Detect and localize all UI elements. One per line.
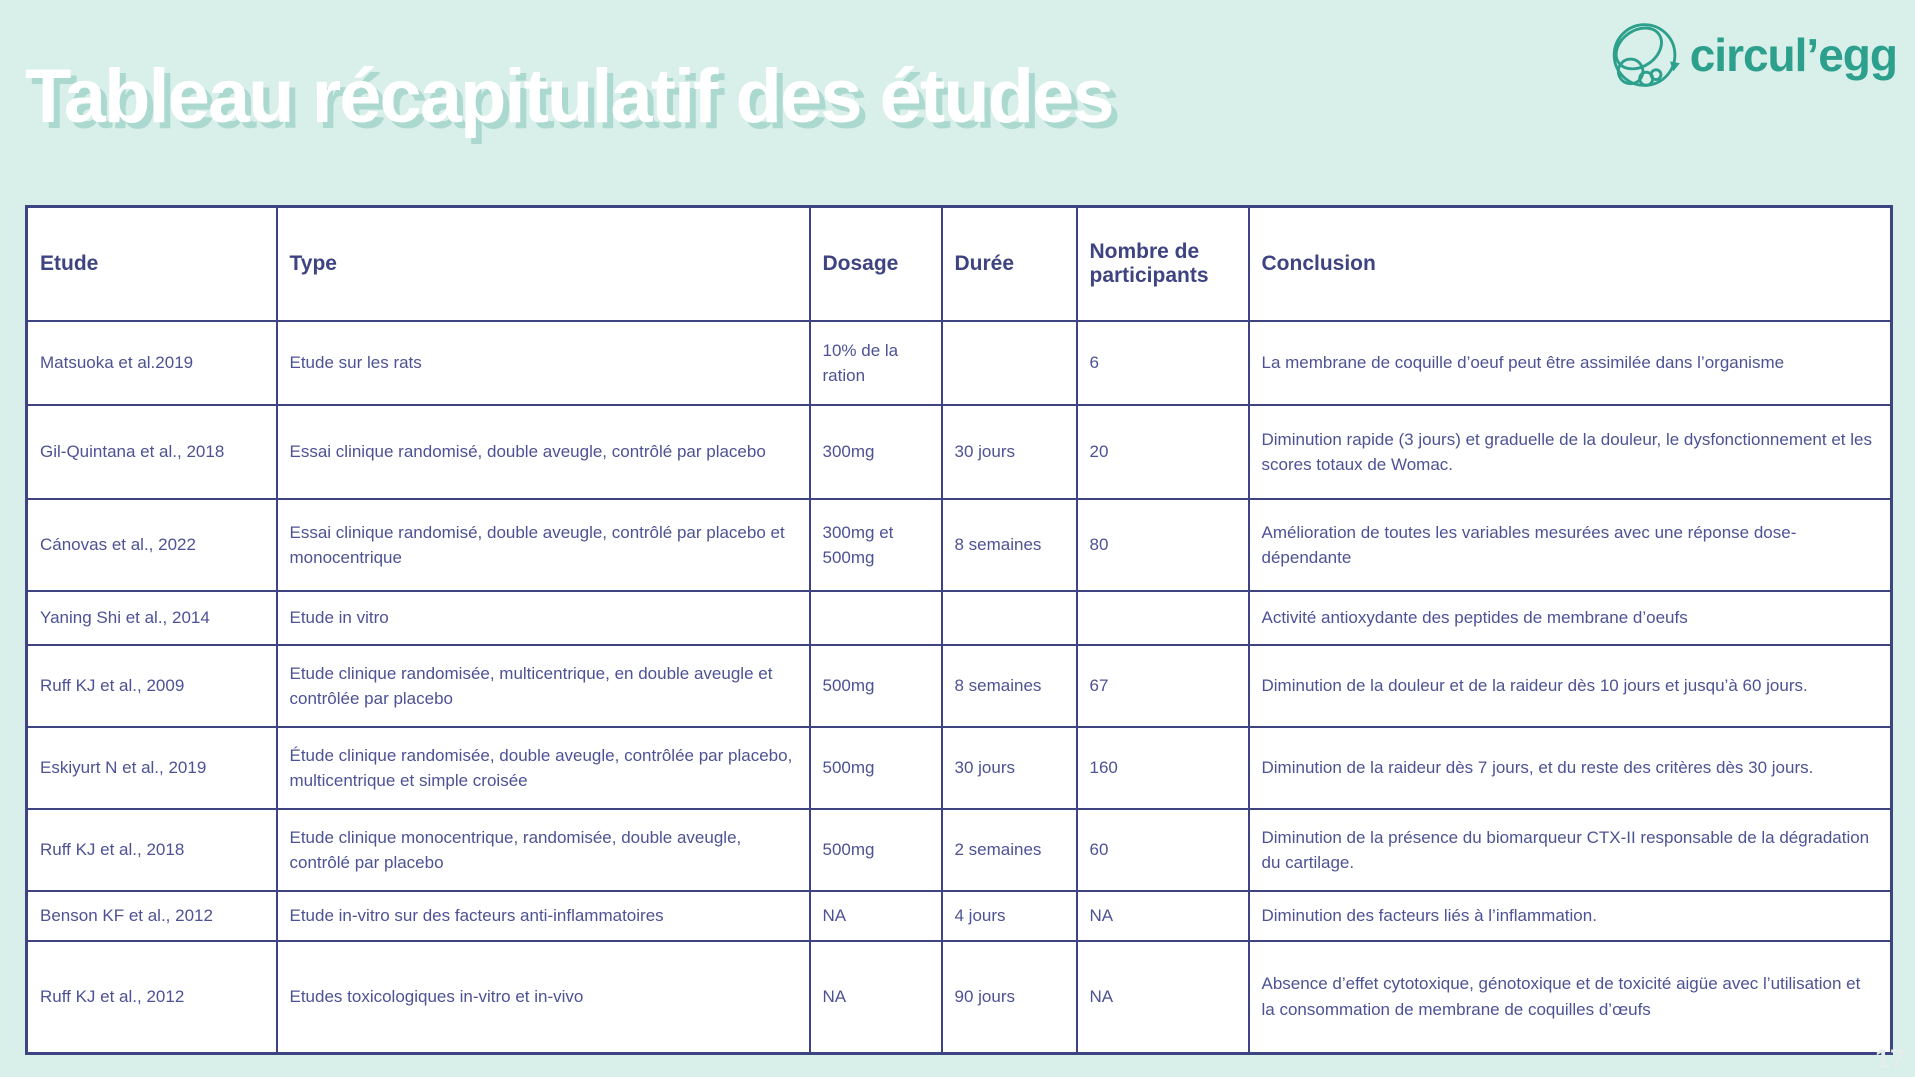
logo-text: circul’egg	[1689, 29, 1897, 81]
cell-dosage: NA	[810, 941, 942, 1053]
cell-participants: NA	[1077, 941, 1249, 1053]
cell-conclusion: Amélioration de toutes les variables mesurées avec une réponse dose-dépendante	[1249, 499, 1892, 591]
cell-dosage: 500mg	[810, 809, 942, 891]
cell-dosage: 500mg	[810, 727, 942, 809]
cell-duree: 2 semaines	[942, 809, 1077, 891]
cell-dosage: 10% de la ration	[810, 321, 942, 405]
table-row	[27, 727, 1892, 809]
header-duree: Durée	[942, 207, 1077, 322]
cell-type: Étude clinique randomisée, double aveugle, contrôlée par placebo, multicentrique et simple croisée	[277, 727, 810, 809]
cell-duree	[942, 591, 1077, 645]
cell-etude: Matsuoka et al.2019	[27, 321, 277, 405]
cell-type: Etude sur les rats	[277, 321, 810, 405]
cell-etude: Cánovas et al., 2022	[27, 499, 277, 591]
cell-type: Essai clinique randomisé, double aveugle, contrôlé par placebo	[277, 405, 810, 499]
cell-duree	[942, 321, 1077, 405]
cell-type: Etude clinique monocentrique, randomisée, double aveugle, contrôlé par placebo	[277, 809, 810, 891]
cell-participants	[1077, 591, 1249, 645]
table-row	[27, 321, 1892, 405]
cell-etude: Ruff KJ et al., 2012	[27, 941, 277, 1053]
header-dosage: Dosage	[810, 207, 942, 322]
cell-type: Etude in vitro	[277, 591, 810, 645]
cell-etude: Benson KF et al., 2012	[27, 891, 277, 941]
cell-duree: 4 jours	[942, 891, 1077, 941]
header-participants: Nombre de participants	[1077, 207, 1249, 322]
cell-etude: Ruff KJ et al., 2009	[27, 645, 277, 727]
cell-type: Etude clinique randomisée, multicentrique, en double aveugle et contrôlée par placebo	[277, 645, 810, 727]
cell-duree: 8 semaines	[942, 645, 1077, 727]
page-number: 17	[1874, 1044, 1905, 1074]
cell-type: Etude in-vitro sur des facteurs anti-inflammatoires	[277, 891, 810, 941]
header-conclusion: Conclusion	[1249, 207, 1892, 322]
cell-participants: 20	[1077, 405, 1249, 499]
cell-participants: NA	[1077, 891, 1249, 941]
cell-duree: 90 jours	[942, 941, 1077, 1053]
cell-conclusion: Diminution de la présence du biomarqueur CTX-II responsable de la dégradation du cartilage.	[1249, 809, 1892, 891]
cell-dosage: 300mg	[810, 405, 942, 499]
cell-etude: Eskiyurt N et al., 2019	[27, 727, 277, 809]
cell-participants: 60	[1077, 809, 1249, 891]
table-row	[27, 645, 1892, 727]
cell-dosage: 300mg et 500mg	[810, 499, 942, 591]
cell-participants: 6	[1077, 321, 1249, 405]
table-body	[27, 321, 1892, 1053]
studies-table	[25, 205, 1893, 1055]
cell-duree: 8 semaines	[942, 499, 1077, 591]
cell-type: Essai clinique randomisé, double aveugle, contrôlé par placebo et monocentrique	[277, 499, 810, 591]
cell-conclusion: Diminution de la douleur et de la raideur dès 10 jours et jusqu’à 60 jours.	[1249, 645, 1892, 727]
header-etude: Etude	[27, 207, 277, 322]
cell-type: Etudes toxicologiques in-vitro et in-vivo	[277, 941, 810, 1053]
cell-participants: 67	[1077, 645, 1249, 727]
table-row	[27, 405, 1892, 499]
circulegg-logo-icon	[1606, 14, 1688, 96]
cell-conclusion: Absence d’effet cytotoxique, génotoxique et de toxicité aigüe avec l’utilisation et la consommation de membrane de coquilles d’œufs	[1249, 941, 1892, 1053]
cell-dosage: 500mg	[810, 645, 942, 727]
cell-conclusion: Activité antioxydante des peptides de membrane d’oeufs	[1249, 591, 1892, 645]
cell-duree: 30 jours	[942, 727, 1077, 809]
table-row	[27, 809, 1892, 891]
header-type: Type	[277, 207, 810, 322]
cell-participants: 80	[1077, 499, 1249, 591]
cell-etude: Ruff KJ et al., 2018	[27, 809, 277, 891]
table-row	[27, 941, 1892, 1053]
table-row	[27, 591, 1892, 645]
cell-etude: Gil-Quintana et al., 2018	[27, 405, 277, 499]
cell-conclusion: Diminution rapide (3 jours) et graduelle de la douleur, le dysfonctionnement et les scores totaux de Womac.	[1249, 405, 1892, 499]
page-title: Tableau récapitulatif des études	[25, 53, 1113, 139]
cell-duree: 30 jours	[942, 405, 1077, 499]
cell-conclusion: Diminution des facteurs liés à l’inflammation.	[1249, 891, 1892, 941]
table-header-row	[27, 207, 1892, 322]
cell-etude: Yaning Shi et al., 2014	[27, 591, 277, 645]
table-row	[27, 499, 1892, 591]
cell-dosage: NA	[810, 891, 942, 941]
logo	[1606, 14, 1897, 96]
cell-participants: 160	[1077, 727, 1249, 809]
cell-dosage	[810, 591, 942, 645]
cell-conclusion: La membrane de coquille d’oeuf peut être assimilée dans l’organisme	[1249, 321, 1892, 405]
cell-conclusion: Diminution de la raideur dès 7 jours, et du reste des critères dès 30 jours.	[1249, 727, 1892, 809]
table-row	[27, 891, 1892, 941]
